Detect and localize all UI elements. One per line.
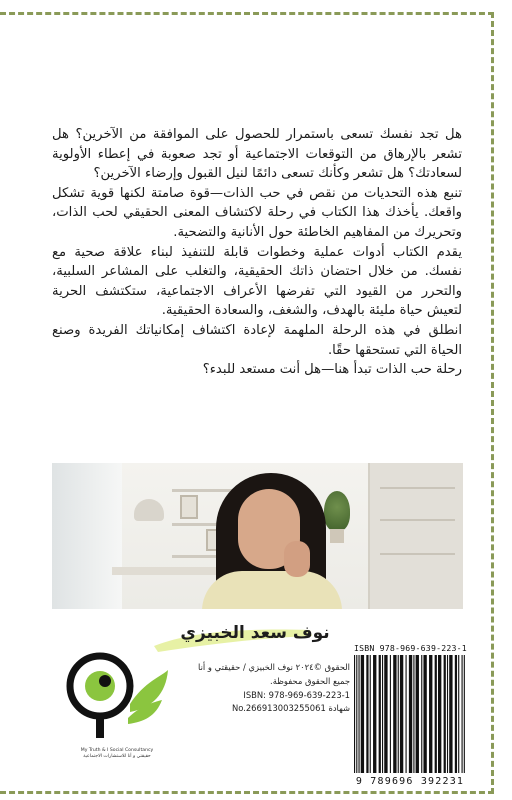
barcode-bar	[361, 655, 364, 773]
barcode-bar	[416, 655, 419, 773]
isbn-line: ISBN: 978-969-639-223-1	[243, 689, 350, 700]
blurb-paragraph: هل تجد نفسك تسعى باستمرار للحصول على الموافقة من الآخرين؟ هل تشعر بالإرهاق من التوقعات الاجتماعية أو تجد صعوبة في إعطاء الأولوية لسعادتك؟ هل تشعر وكأنك تسعى دائمًا لنيل القبول وإرضاء الآخرين؟	[52, 127, 462, 182]
barcode-bar	[447, 655, 448, 773]
barcode-bar	[462, 655, 463, 773]
copyright-line: الحقوق ©٢٠٢٤ نوف الخبيزي / حقيقتي و أنا	[198, 662, 350, 672]
barcode-bar	[354, 655, 355, 773]
photo-picture-frame	[180, 495, 198, 519]
barcode-bar	[400, 655, 403, 773]
isbn-barcode	[354, 655, 466, 773]
barcode-bar	[444, 655, 446, 773]
blurb-paragraph: تنبع هذه التحديات من نقص في حب الذات—قوة صامتة لكنها قوية تشكل واقعك. يأخذك هذا الكتاب في رحلة لاكتشاف المعنى الحقيقي لحب الذات، وتحريرك من المفاهيم الخاطئة حول الأنانية والتضحية.	[52, 185, 462, 240]
barcode-bar	[370, 655, 371, 773]
logo-caption-english: My Truth & I Social Consultancy	[80, 748, 154, 753]
barcode-bar	[384, 655, 387, 773]
blurb-paragraph: يقدم الكتاب أدوات عملية وخطوات قابلة للتنفيذ لبناء علاقة صحية مع نفسك. من خلال احتضان ذاتك الحقيقية، والتغلب على المشاعر السلبية، والتحرر من القيود التي تفرضها الأعراف الاجتماعية، ستكتشف الحرية لتعيش حياة مليئة بالهدف، والشغف، والسعادة الحقيقية.	[52, 244, 462, 319]
barcode-bar	[382, 655, 383, 773]
barcode-bar	[358, 655, 359, 773]
photo-bookcase	[368, 463, 463, 609]
back-cover-blurb	[52, 125, 462, 380]
rights-reserved-line: جميع الحقوق محفوظة.	[270, 675, 350, 686]
barcode-bar	[423, 655, 426, 773]
author-photo	[52, 463, 463, 609]
barcode-bar	[398, 655, 399, 773]
barcode-bar	[356, 655, 357, 773]
photo-plant	[324, 491, 350, 531]
logo-caption-arabic: حقيقتي و أنا للاستشارات الاجتماعية	[83, 754, 151, 759]
barcode-bar	[366, 655, 368, 773]
barcode-bar	[449, 655, 452, 773]
author-name: نوف سعد الخبيزي	[180, 623, 330, 643]
photo-plant-pot	[330, 529, 344, 543]
photo-window	[52, 463, 122, 609]
photo-person-hand	[284, 541, 310, 577]
barcode-bar	[435, 655, 437, 773]
barcode-bar	[379, 655, 381, 773]
blurb-paragraph: رحلة حب الذات تبدأ هنا—هل أنت مستعد للبدء؟	[202, 362, 462, 378]
barcode-bar	[458, 655, 459, 773]
barcode-bar	[413, 655, 414, 773]
copyright-block	[186, 661, 350, 716]
photo-lamp	[134, 499, 164, 521]
barcode-bar	[373, 655, 376, 773]
photo-shelf	[172, 489, 232, 492]
barcode-bar	[421, 655, 422, 773]
barcode-isbn-label: ISBN 978-969-639-223-1	[354, 643, 467, 653]
barcode-bar	[409, 655, 412, 773]
barcode-bar	[406, 655, 407, 773]
barcode-bar	[438, 655, 441, 773]
photo-person-body	[202, 571, 342, 609]
barcode-bar	[390, 655, 391, 773]
certificate-line: شهادة No.266913003255061	[231, 703, 350, 714]
publisher-logo-caption	[62, 748, 172, 760]
barcode-bar	[464, 655, 465, 773]
blurb-paragraph: انطلق في هذه الرحلة الملهمة لإعادة اكتشاف إمكانياتك الفريدة وصنع الحياة التي تستحقها حقًا.	[52, 322, 462, 358]
barcode-digits: 9 789696 392231	[355, 776, 465, 787]
barcode-bar	[393, 655, 396, 773]
publisher-logo-icon	[58, 642, 170, 742]
barcode-bar	[455, 655, 457, 773]
barcode-bar	[429, 655, 432, 773]
